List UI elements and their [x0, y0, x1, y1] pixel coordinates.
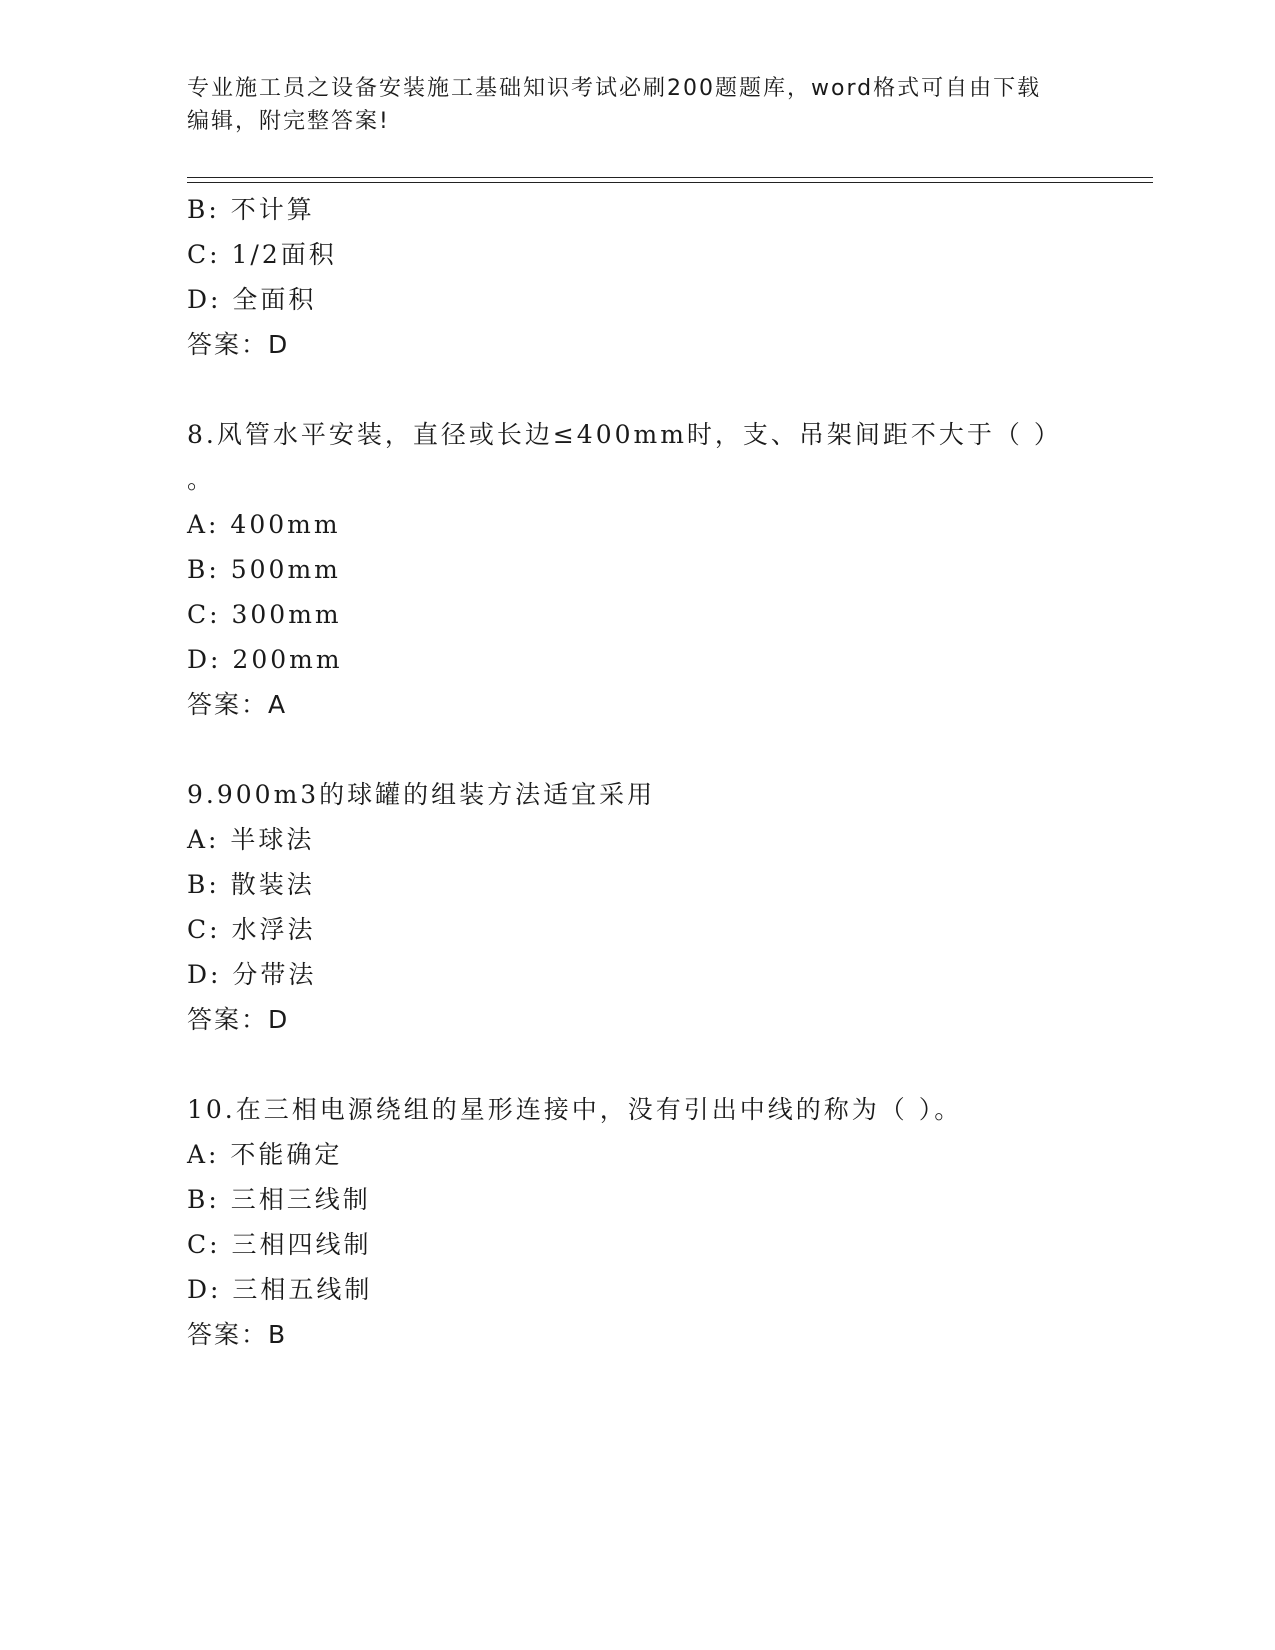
header-line-1: 专业施工员之设备安装施工基础知识考试必刷200题题库，word格式可自由下载	[187, 76, 1042, 101]
q8-option-b: B: 500mm	[187, 555, 341, 584]
header-divider-bottom	[187, 182, 1153, 183]
q9-option-a: A: 半球法	[187, 825, 315, 854]
q9-option-d: D: 分带法	[187, 960, 317, 989]
document-header	[187, 72, 1087, 138]
header-divider-top	[187, 177, 1153, 178]
header-line-2: 编辑，附完整答案!	[187, 109, 390, 134]
q8-question-continuation: 。	[187, 465, 216, 494]
q8-question: 8.风管水平安装，直径或长边≤400mm时，支、吊架间距不大于（ ）	[187, 420, 1062, 449]
q7-answer: 答案：D	[187, 330, 290, 359]
q10-option-d: D: 三相五线制	[187, 1275, 373, 1304]
q7-option-b: B: 不计算	[187, 195, 315, 224]
q10-option-a: A: 不能确定	[187, 1140, 343, 1169]
q7-option-d: D: 全面积	[187, 285, 317, 314]
q10-answer: 答案：B	[187, 1320, 288, 1349]
q10-option-b: B: 三相三线制	[187, 1185, 371, 1214]
q10-option-c: C: 三相四线制	[187, 1230, 372, 1259]
q9-question: 9.900m3的球罐的组装方法适宜采用	[187, 780, 656, 809]
q7-option-c: C: 1/2面积	[187, 240, 337, 269]
q9-answer: 答案：D	[187, 1005, 290, 1034]
q8-option-d: D: 200mm	[187, 645, 343, 674]
q9-option-b: B: 散装法	[187, 870, 315, 899]
q10-question: 10.在三相电源绕组的星形连接中，没有引出中线的称为（ ）。	[187, 1095, 963, 1124]
q8-option-a: A: 400mm	[187, 510, 341, 539]
q8-option-c: C: 300mm	[187, 600, 342, 629]
q9-option-c: C: 水浮法	[187, 915, 316, 944]
q8-answer: 答案：A	[187, 690, 288, 719]
